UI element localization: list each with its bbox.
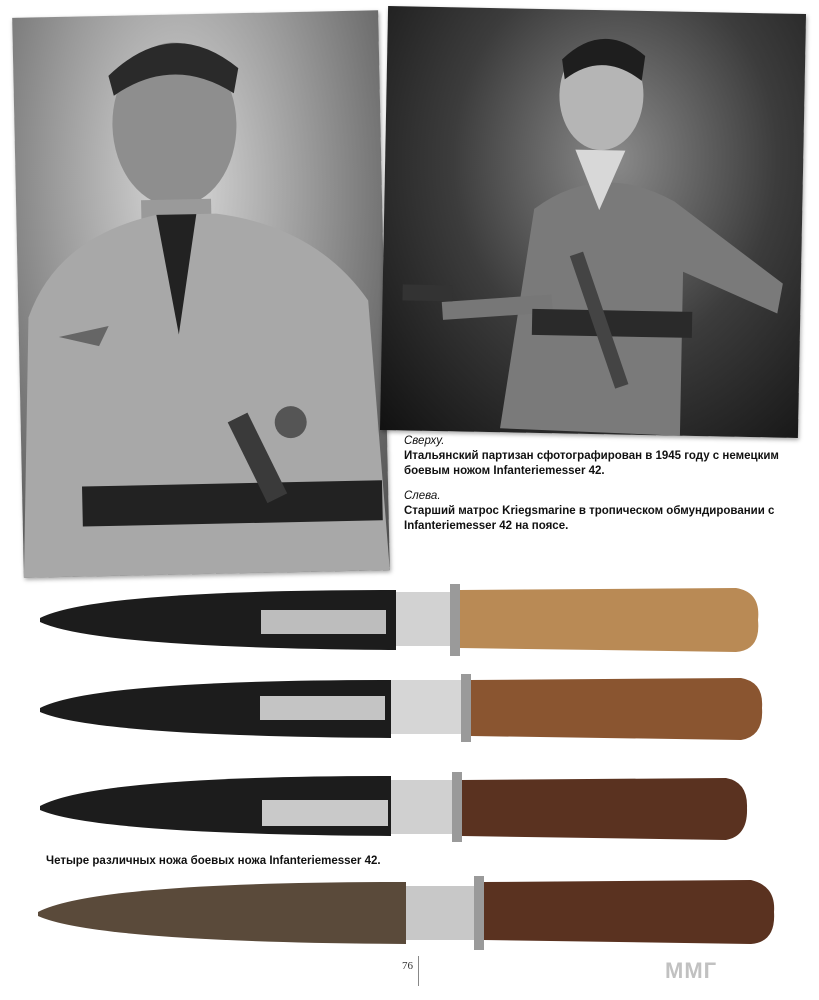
knife-2-blade [391, 680, 466, 734]
watermark-logo [655, 938, 805, 988]
caption-top-body: Итальянский партизан сфотографирован в 1945 году с немецким боевым ножом Infanteriemesser 42. [404, 450, 779, 477]
knife-2-handle [471, 678, 762, 740]
caption-left [404, 489, 789, 534]
caption-left-lead: Слева. [404, 490, 441, 502]
page-number: 76 [402, 960, 413, 972]
knife-4-scabbard [38, 882, 406, 944]
sailor-figure [12, 10, 390, 578]
knife-2-guard [461, 674, 471, 742]
caption-top-lead: Сверху. [404, 435, 445, 447]
knife-3-guard [452, 772, 462, 842]
knife-1-guard [450, 584, 460, 656]
knife-3-clip [262, 800, 388, 826]
knife-4-guard [474, 876, 484, 950]
knife-2-clip [260, 696, 385, 720]
knife-1 [36, 580, 776, 660]
knife-3-handle [462, 778, 747, 840]
page-rule [418, 956, 419, 986]
knife-2 [36, 672, 776, 752]
photo-sailor [12, 10, 390, 578]
knife-4-handle [484, 880, 774, 944]
knife-3-blade [391, 780, 456, 834]
partisan-figure [380, 6, 806, 438]
watermark-text: ММГ [665, 958, 718, 983]
knife-3 [36, 770, 776, 850]
knife-1-handle [460, 588, 758, 652]
caption-left-body: Старший матрос Kriegsmarine в тропическом обмундировании с Infanteriemesser 42 на поясе. [404, 505, 775, 532]
knife-4-blade [406, 886, 476, 940]
caption-knives: Четыре различных ножа боевых ножа Infanteriemesser 42. [46, 855, 381, 867]
caption-top [404, 434, 789, 479]
photo-partisan [380, 6, 806, 438]
knife-1-blade [396, 592, 456, 646]
knife-1-clip [261, 610, 386, 634]
